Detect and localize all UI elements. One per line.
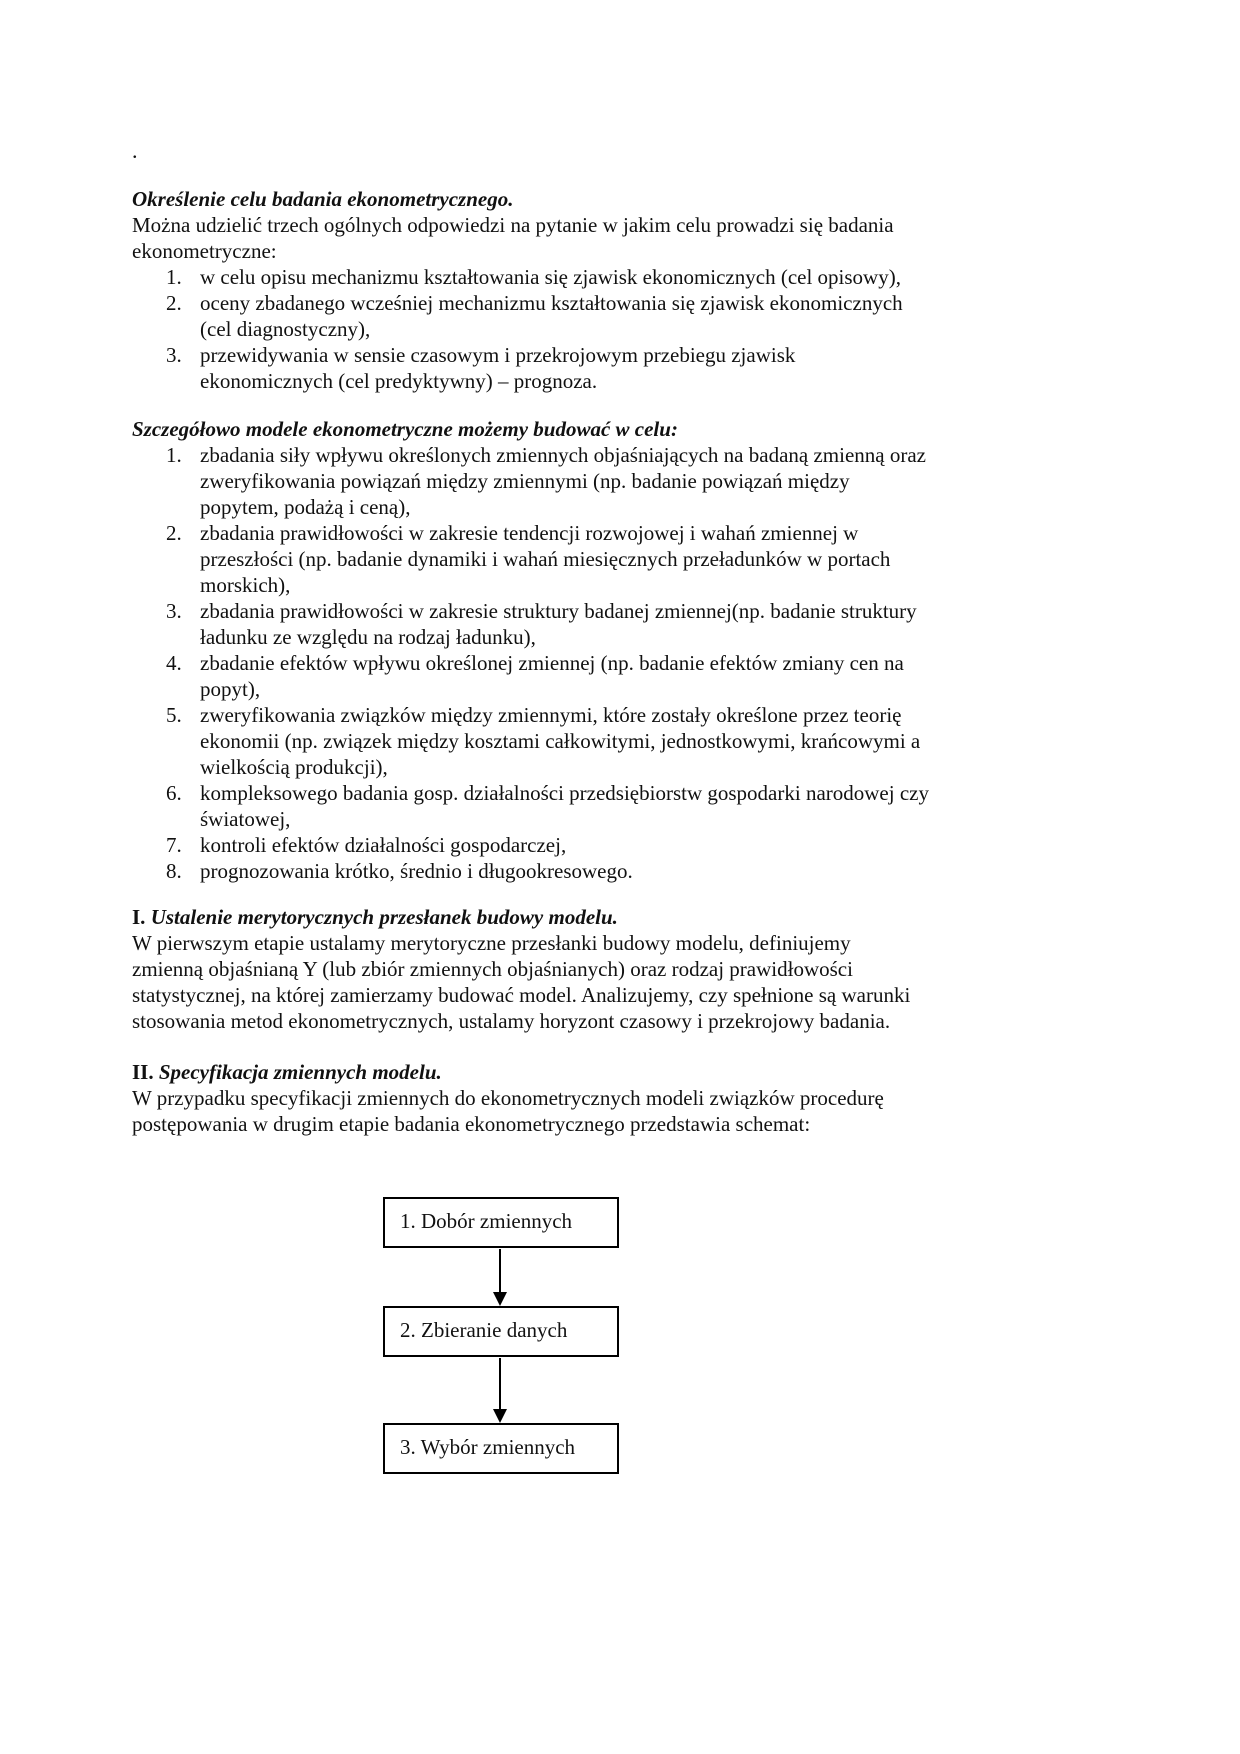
text-line: prognozowania krótko, średnio i długookresowego. bbox=[200, 859, 633, 883]
flowchart-step-3 bbox=[383, 1423, 619, 1474]
text-line: Można udzielić trzech ogólnych odpowiedzi na pytanie w jakim celu prowadzi się badania bbox=[132, 213, 894, 237]
text-line: kompleksowego badania gosp. działalności przedsiębiorstw gospodarki narodowej czy bbox=[200, 781, 929, 805]
step-label: 1. Dobór zmiennych bbox=[400, 1209, 573, 1233]
text-line: W pierwszym etapie ustalamy merytoryczne przesłanki budowy modelu, definiujemy bbox=[132, 931, 851, 955]
flowchart-step-1 bbox=[383, 1197, 619, 1248]
list-item bbox=[132, 264, 1092, 290]
text-line: ekonomicznych (cel predyktywny) – prognoza. bbox=[200, 369, 598, 393]
list-item bbox=[132, 598, 1092, 650]
section-heading-stage-1 bbox=[132, 904, 618, 930]
text-line: zweryfikowania związków między zmiennymi, które zostały określone przez teorię bbox=[200, 703, 902, 727]
list-number: 1. bbox=[166, 443, 182, 467]
list-number: 2. bbox=[166, 291, 182, 315]
text-line: zbadanie efektów wpływu określonej zmiennej (np. badanie efektów zmiany cen na bbox=[200, 651, 904, 675]
flowchart-step-2 bbox=[383, 1306, 619, 1357]
text-line: zmienną objaśnianą Y (lub zbiór zmiennych objaśnianych) oraz rodzaj prawidłowości bbox=[132, 957, 853, 981]
step-label: 2. Zbieranie danych bbox=[400, 1318, 568, 1342]
text-line: przewidywania w sensie czasowym i przekrojowym przebiegu zjawisk bbox=[200, 343, 796, 367]
text-line: zbadania prawidłowości w zakresie struktury badanej zmiennej(np. badanie struktury bbox=[200, 599, 917, 623]
list-item bbox=[132, 650, 1092, 702]
text-line: światowej, bbox=[200, 807, 291, 831]
list-number: 8. bbox=[166, 859, 182, 883]
text-line: przeszłości (np. badanie dynamiki i wahań miesięcznych przeładunków w portach bbox=[200, 547, 891, 571]
section-heading-stage-2 bbox=[132, 1059, 442, 1085]
text-line: popyt), bbox=[200, 677, 261, 701]
section-heading-detailed: Szczegółowo modele ekonometryczne możemy budować w celu: bbox=[132, 417, 678, 441]
text-line: kontroli efektów działalności gospodarczej, bbox=[200, 833, 567, 857]
list-number: 3. bbox=[166, 343, 182, 367]
goal-list bbox=[132, 264, 1092, 394]
list-item bbox=[132, 702, 1092, 780]
list-number: 5. bbox=[166, 703, 182, 727]
text-line: wielkością produkcji), bbox=[200, 755, 388, 779]
section-intro bbox=[132, 212, 992, 264]
list-item bbox=[132, 342, 1092, 394]
text-line: statystycznej, na której zamierzamy budować model. Analizujemy, czy spełnione są warunki bbox=[132, 983, 911, 1007]
list-item bbox=[132, 520, 1092, 598]
text-line: ładunku ze względu na rodzaj ładunku), bbox=[200, 625, 536, 649]
text-line: morskich), bbox=[200, 573, 291, 597]
text-line: popytem, podażą i ceną), bbox=[200, 495, 411, 519]
roman-numeral: I. bbox=[132, 905, 146, 929]
heading-text: Specyfikacja zmiennych modelu. bbox=[158, 1060, 442, 1084]
list-number: 4. bbox=[166, 651, 182, 675]
text-line: oceny zbadanego wcześniej mechanizmu kształtowania się zjawisk ekonomicznych bbox=[200, 291, 903, 315]
text-line: zbadania siły wpływu określonych zmiennych objaśniających na badaną zmienną oraz bbox=[200, 443, 926, 467]
list-number: 7. bbox=[166, 833, 182, 857]
list-item bbox=[132, 780, 1092, 832]
text-line: w celu opisu mechanizmu kształtowania się zjawisk ekonomicznych (cel opisowy), bbox=[200, 265, 901, 289]
text-line: ekonomii (np. związek między kosztami całkowitymi, jednostkowymi, krańcowymi a bbox=[200, 729, 921, 753]
text-line: zweryfikowania powiązań między zmiennymi (np. badanie powiązań między bbox=[200, 469, 850, 493]
list-number: 1. bbox=[166, 265, 182, 289]
stage-2-paragraph bbox=[132, 1085, 1112, 1137]
list-item bbox=[132, 442, 1092, 520]
list-number: 2. bbox=[166, 521, 182, 545]
text-line: stosowania metod ekonometrycznych, ustalamy horyzont czasowy i przekrojowy badania. bbox=[132, 1009, 891, 1033]
section-heading-goal: Określenie celu badania ekonometrycznego. bbox=[132, 187, 514, 211]
detailed-goal-list bbox=[132, 442, 1092, 884]
stage-1-paragraph bbox=[132, 930, 1112, 1034]
roman-numeral: II. bbox=[132, 1060, 154, 1084]
list-number: 6. bbox=[166, 781, 182, 805]
text-line: zbadania prawidłowości w zakresie tendencji rozwojowej i wahań zmiennej w bbox=[200, 521, 859, 545]
text-line: ekonometryczne: bbox=[132, 239, 277, 263]
list-item bbox=[132, 290, 1092, 342]
heading-text: Ustalenie merytorycznych przesłanek budowy modelu. bbox=[150, 905, 618, 929]
list-item bbox=[132, 858, 1092, 884]
text-line: postępowania w drugim etapie badania ekonometrycznego przedstawia schemat: bbox=[132, 1112, 811, 1136]
text-line: W przypadku specyfikacji zmiennych do ekonometrycznych modeli związków procedurę bbox=[132, 1086, 884, 1110]
list-number: 3. bbox=[166, 599, 182, 623]
text-line: (cel diagnostyczny), bbox=[200, 317, 371, 341]
leading-mark: . bbox=[132, 138, 138, 163]
step-label: 3. Wybór zmiennych bbox=[400, 1435, 576, 1459]
list-item bbox=[132, 832, 1092, 858]
